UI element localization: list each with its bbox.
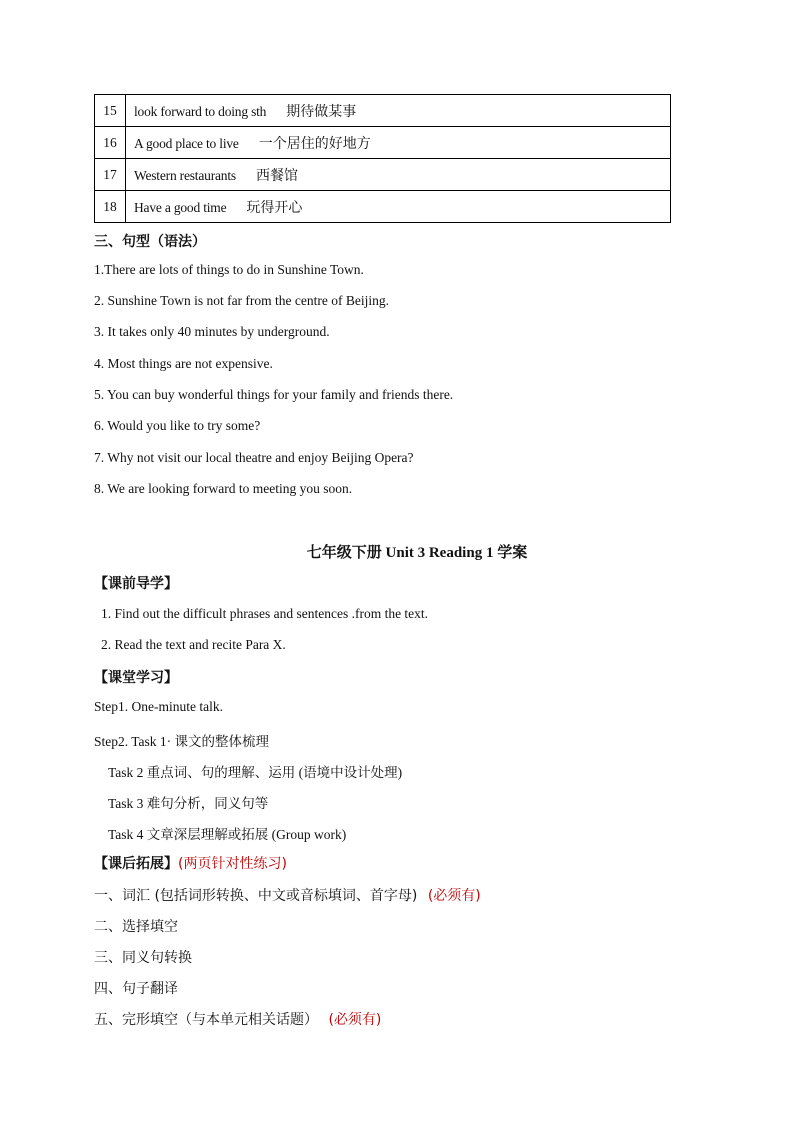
exercise-text: 二、选择填空 <box>94 919 178 935</box>
vocab-entry <box>126 159 671 191</box>
exercise-item <box>94 978 178 998</box>
task-item: Task 2 重点词、句的理解、运用 (语境中设计处理) <box>108 765 403 780</box>
sentence-item: 1.There are lots of things to do in Sunshine Town. <box>94 262 364 277</box>
plan-title-en: 七年级下册 Unit 3 Reading 1 <box>306 545 494 561</box>
exercise-text: 五、完形填空（与本单元相关话题） <box>94 1012 318 1028</box>
plan-title-zh: 学案 <box>497 543 528 561</box>
after-class-line <box>94 853 287 873</box>
after-note: (两页针对性练习) <box>178 856 287 872</box>
vocab-row <box>95 95 671 127</box>
exercise-item <box>94 916 178 936</box>
sentence-item: 6. Would you like to try some? <box>94 418 261 433</box>
exercise-note: (必须有) <box>427 888 481 904</box>
vocab-english: Have a good time <box>134 199 227 215</box>
task-item: Task 4 文章深层理解或拓展 (Group work) <box>108 827 347 842</box>
exercise-note: (必须有) <box>328 1012 382 1028</box>
vocab-english: look forward to doing sth <box>134 103 267 119</box>
step-1: Step1. One-minute talk. <box>94 699 223 714</box>
vocab-chinese: 期待做某事 <box>286 103 357 120</box>
vocab-entry <box>126 127 671 159</box>
vocab-chinese: 一个居住的好地方 <box>258 135 371 152</box>
task-item: Task 3 难句分析，同义句等 <box>108 796 269 811</box>
sentence-item: 3. It takes only 40 minutes by underground. <box>94 324 330 339</box>
vocab-chinese: 玩得开心 <box>246 199 303 216</box>
vocab-entry <box>126 191 671 223</box>
vocab-table <box>94 94 671 223</box>
preview-heading: 【课前导学】 <box>94 576 178 592</box>
exercise-text: 三、同义句转换 <box>94 950 192 966</box>
vocab-row <box>95 191 671 223</box>
vocab-entry <box>126 95 671 127</box>
exercise-item <box>94 947 192 967</box>
step-2: Step2. Task 1· 课文的整体梳理 <box>94 734 270 749</box>
vocab-english: A good place to live <box>134 135 239 151</box>
sentence-heading: 三、句型（语法） <box>94 234 206 250</box>
vocab-number: 18 <box>95 191 126 223</box>
vocab-chinese: 西餐馆 <box>255 167 298 184</box>
vocab-english: Western restaurants <box>134 167 236 183</box>
exercise-text: 四、句子翻译 <box>94 981 178 997</box>
plan-title <box>0 541 794 562</box>
class-heading: 【课堂学习】 <box>94 670 178 686</box>
vocab-number: 15 <box>95 95 126 127</box>
vocab-number: 16 <box>95 127 126 159</box>
exercise-text: 一、词汇 (包括词形转换、中文或音标填词、首字母) <box>94 888 418 904</box>
vocab-number: 17 <box>95 159 126 191</box>
vocab-row <box>95 159 671 191</box>
preview-item: 2. Read the text and recite Para X. <box>101 637 286 652</box>
after-heading: 【课后拓展】 <box>94 856 178 872</box>
exercise-item <box>94 885 481 905</box>
vocab-row <box>95 127 671 159</box>
sentence-item: 5. You can buy wonderful things for your family and friends there. <box>94 387 454 402</box>
sentence-item: 8. We are looking forward to meeting you soon. <box>94 481 353 496</box>
sentence-item: 2. Sunshine Town is not far from the centre of Beijing. <box>94 293 390 308</box>
preview-item: 1. Find out the difficult phrases and sentences .from the text. <box>101 606 429 621</box>
exercise-item <box>94 1009 381 1029</box>
sentence-item: 7. Why not visit our local theatre and enjoy Beijing Opera? <box>94 450 414 465</box>
sentence-item: 4. Most things are not expensive. <box>94 356 273 371</box>
